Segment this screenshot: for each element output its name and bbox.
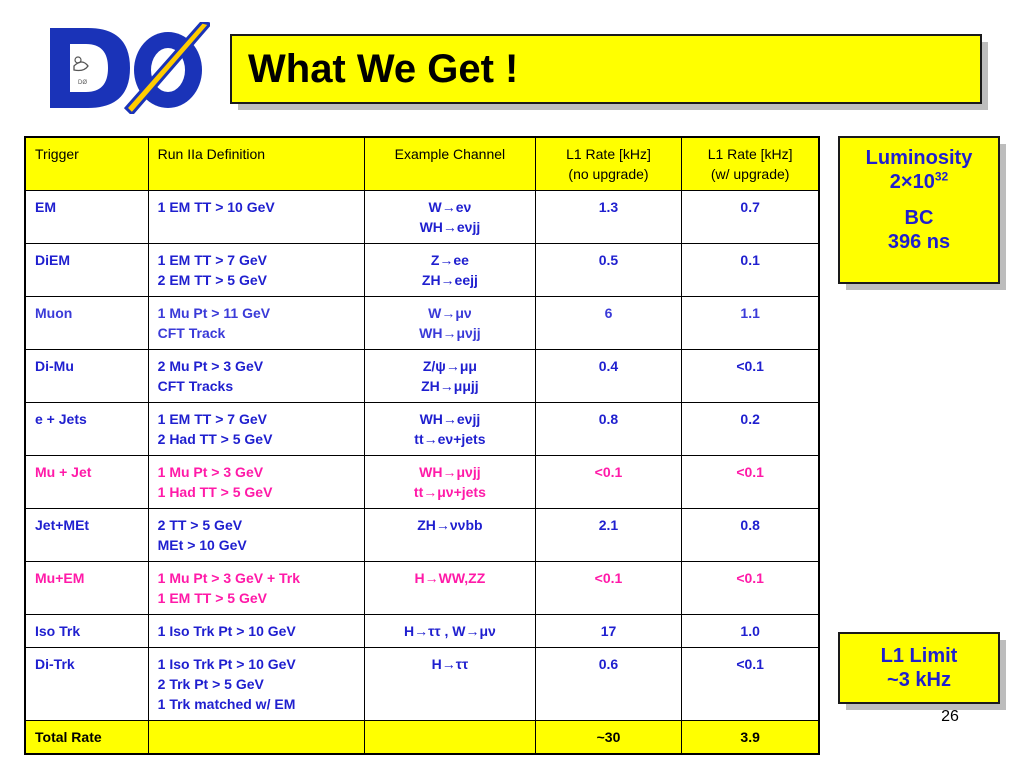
rate-no-upgrade-cell: 17 bbox=[535, 615, 682, 648]
cell-line: Z→ee bbox=[430, 252, 469, 268]
rate-no-upgrade-cell: 0.5 bbox=[535, 244, 682, 297]
channel-cell bbox=[365, 350, 536, 403]
cell-line: W→μν bbox=[428, 305, 472, 321]
rate-with-upgrade-cell: <0.1 bbox=[682, 648, 819, 721]
luminosity-box bbox=[838, 136, 1000, 284]
definition-cell bbox=[148, 297, 364, 350]
rate-no-upgrade-cell: 0.6 bbox=[535, 648, 682, 721]
definition-cell bbox=[148, 648, 364, 721]
channel-cell bbox=[365, 403, 536, 456]
total-row bbox=[25, 721, 819, 755]
l1-limit-label: L1 Limit bbox=[880, 645, 958, 667]
cell-line: ZH→μμjj bbox=[421, 378, 479, 394]
cell-line: 2 Mu Pt > 3 GeV bbox=[157, 358, 264, 374]
table-header-row bbox=[25, 137, 819, 191]
cell-line: 1 Had TT > 5 GeV bbox=[157, 484, 273, 500]
l1-limit-value: ~3 kHz bbox=[887, 669, 951, 691]
page-number: 26 bbox=[941, 708, 959, 725]
rate-no-upgrade-cell: <0.1 bbox=[535, 562, 682, 615]
rate-with-upgrade-cell: 1.0 bbox=[682, 615, 819, 648]
channel-cell bbox=[365, 562, 536, 615]
cell-line: 1 EM TT > 7 GeV bbox=[157, 252, 267, 268]
table-row bbox=[25, 191, 819, 244]
cell-line: 2 Trk Pt > 5 GeV bbox=[157, 676, 264, 692]
total-with-upgrade: 3.9 bbox=[682, 721, 819, 755]
column-header bbox=[25, 137, 148, 191]
cell-line: WH→μνjj bbox=[419, 325, 481, 341]
definition-cell bbox=[148, 509, 364, 562]
cell-line: MEt > 10 GeV bbox=[157, 537, 247, 553]
cell-line: 2 TT > 5 GeV bbox=[157, 517, 243, 533]
cell-line: Run IIa Definition bbox=[157, 146, 266, 162]
trigger-cell: Mu + Jet bbox=[25, 456, 148, 509]
logo-small-text: DØ bbox=[78, 80, 87, 86]
definition-cell bbox=[148, 615, 364, 648]
cell-line: W→eν bbox=[428, 199, 472, 215]
rate-with-upgrade-cell: <0.1 bbox=[682, 562, 819, 615]
cell-line: ZH→eejj bbox=[421, 272, 478, 288]
cell-line: 1 EM TT > 10 GeV bbox=[157, 199, 275, 215]
definition-cell bbox=[148, 191, 364, 244]
bc-label: BC bbox=[904, 207, 934, 229]
cell-line: (w/ upgrade) bbox=[710, 166, 790, 182]
cell-line: L1 Rate [kHz] bbox=[707, 146, 793, 162]
channel-cell bbox=[365, 509, 536, 562]
luminosity-value: $2\times 10^{32}$ bbox=[889, 169, 949, 193]
table-row bbox=[25, 350, 819, 403]
cell-line: 1 Mu Pt > 11 GeV bbox=[157, 305, 271, 321]
page-title: What We Get ! bbox=[248, 46, 519, 91]
d0-logo bbox=[44, 22, 210, 114]
trigger-cell: Di-Trk bbox=[25, 648, 148, 721]
channel-cell bbox=[365, 615, 536, 648]
l1-limit-box bbox=[838, 632, 1000, 704]
trigger-cell: Di-Mu bbox=[25, 350, 148, 403]
definition-cell bbox=[148, 456, 364, 509]
bc-value: 396 ns bbox=[887, 231, 951, 253]
cell-line: tt→eν+jets bbox=[414, 431, 486, 447]
cell-line: H→WW,ZZ bbox=[414, 570, 486, 586]
cell-line: H→ττ , W→μν bbox=[403, 623, 496, 639]
cell-line: WH→eνjj bbox=[419, 411, 481, 427]
table-row bbox=[25, 456, 819, 509]
total-label: Total Rate bbox=[25, 721, 148, 755]
trigger-cell: Jet+MEt bbox=[25, 509, 148, 562]
rate-with-upgrade-cell: 0.1 bbox=[682, 244, 819, 297]
rate-no-upgrade-cell: 2.1 bbox=[535, 509, 682, 562]
trigger-cell: EM bbox=[25, 191, 148, 244]
rate-with-upgrade-cell: 1.1 bbox=[682, 297, 819, 350]
channel-cell bbox=[365, 648, 536, 721]
rate-no-upgrade-cell: 1.3 bbox=[535, 191, 682, 244]
title-box bbox=[230, 34, 982, 104]
trigger-cell: Iso Trk bbox=[25, 615, 148, 648]
table-row bbox=[25, 509, 819, 562]
rate-no-upgrade-cell: 6 bbox=[535, 297, 682, 350]
definition-cell bbox=[148, 350, 364, 403]
trigger-cell: e + Jets bbox=[25, 403, 148, 456]
column-header bbox=[365, 137, 536, 191]
table-row bbox=[25, 615, 819, 648]
cell-line: ZH→ννbb bbox=[417, 517, 483, 533]
table-row bbox=[25, 403, 819, 456]
cell-line: 1 EM TT > 5 GeV bbox=[157, 590, 267, 606]
rate-no-upgrade-cell: 0.8 bbox=[535, 403, 682, 456]
table-row bbox=[25, 297, 819, 350]
channel-cell bbox=[365, 191, 536, 244]
column-header bbox=[535, 137, 682, 191]
trigger-cell: Muon bbox=[25, 297, 148, 350]
rate-no-upgrade-cell: <0.1 bbox=[535, 456, 682, 509]
cell-line: 2 Had TT > 5 GeV bbox=[157, 431, 273, 447]
luminosity-label: Luminosity bbox=[865, 147, 973, 169]
column-header bbox=[148, 137, 364, 191]
cell-line: 1 Iso Trk Pt > 10 GeV bbox=[157, 656, 296, 672]
total-empty-cell bbox=[365, 721, 536, 755]
channel-cell bbox=[365, 297, 536, 350]
trigger-cell: Mu+EM bbox=[25, 562, 148, 615]
trigger-cell: DiEM bbox=[25, 244, 148, 297]
cell-line: 1 Trk matched w/ EM bbox=[157, 696, 296, 712]
table-row bbox=[25, 562, 819, 615]
total-empty-cell bbox=[148, 721, 364, 755]
cell-line: 1 Iso Trk Pt > 10 GeV bbox=[157, 623, 296, 639]
cell-line: Z/ψ→μμ bbox=[422, 358, 477, 374]
cell-line: Trigger bbox=[35, 146, 79, 162]
cell-line: CFT Tracks bbox=[157, 378, 234, 394]
trigger-table bbox=[24, 136, 820, 755]
cell-line: H→ττ bbox=[431, 656, 469, 672]
table-row bbox=[25, 648, 819, 721]
cell-line: Example Channel bbox=[394, 146, 506, 162]
cell-line: 1 EM TT > 7 GeV bbox=[157, 411, 267, 427]
definition-cell bbox=[148, 403, 364, 456]
rate-with-upgrade-cell: <0.1 bbox=[682, 350, 819, 403]
channel-cell bbox=[365, 244, 536, 297]
cell-line: L1 Rate [kHz] bbox=[566, 146, 651, 162]
definition-cell bbox=[148, 562, 364, 615]
cell-line: (no upgrade) bbox=[568, 166, 649, 182]
rate-with-upgrade-cell: <0.1 bbox=[682, 456, 819, 509]
cell-line: 1 Mu Pt > 3 GeV + Trk bbox=[157, 570, 301, 586]
rate-with-upgrade-cell: 0.8 bbox=[682, 509, 819, 562]
cell-line: 1 Mu Pt > 3 GeV bbox=[157, 464, 264, 480]
rate-with-upgrade-cell: 0.2 bbox=[682, 403, 819, 456]
cell-line: WH→eνjj bbox=[419, 219, 481, 235]
column-header bbox=[682, 137, 819, 191]
channel-cell bbox=[365, 456, 536, 509]
cell-line: CFT Track bbox=[157, 325, 226, 341]
rate-with-upgrade-cell: 0.7 bbox=[682, 191, 819, 244]
cell-line: tt→μν+jets bbox=[413, 484, 486, 500]
definition-cell bbox=[148, 244, 364, 297]
table-row bbox=[25, 244, 819, 297]
cell-line: WH→μνjj bbox=[419, 464, 481, 480]
cell-line: 2 EM TT > 5 GeV bbox=[157, 272, 267, 288]
rate-no-upgrade-cell: 0.4 bbox=[535, 350, 682, 403]
total-no-upgrade: ~30 bbox=[535, 721, 682, 755]
